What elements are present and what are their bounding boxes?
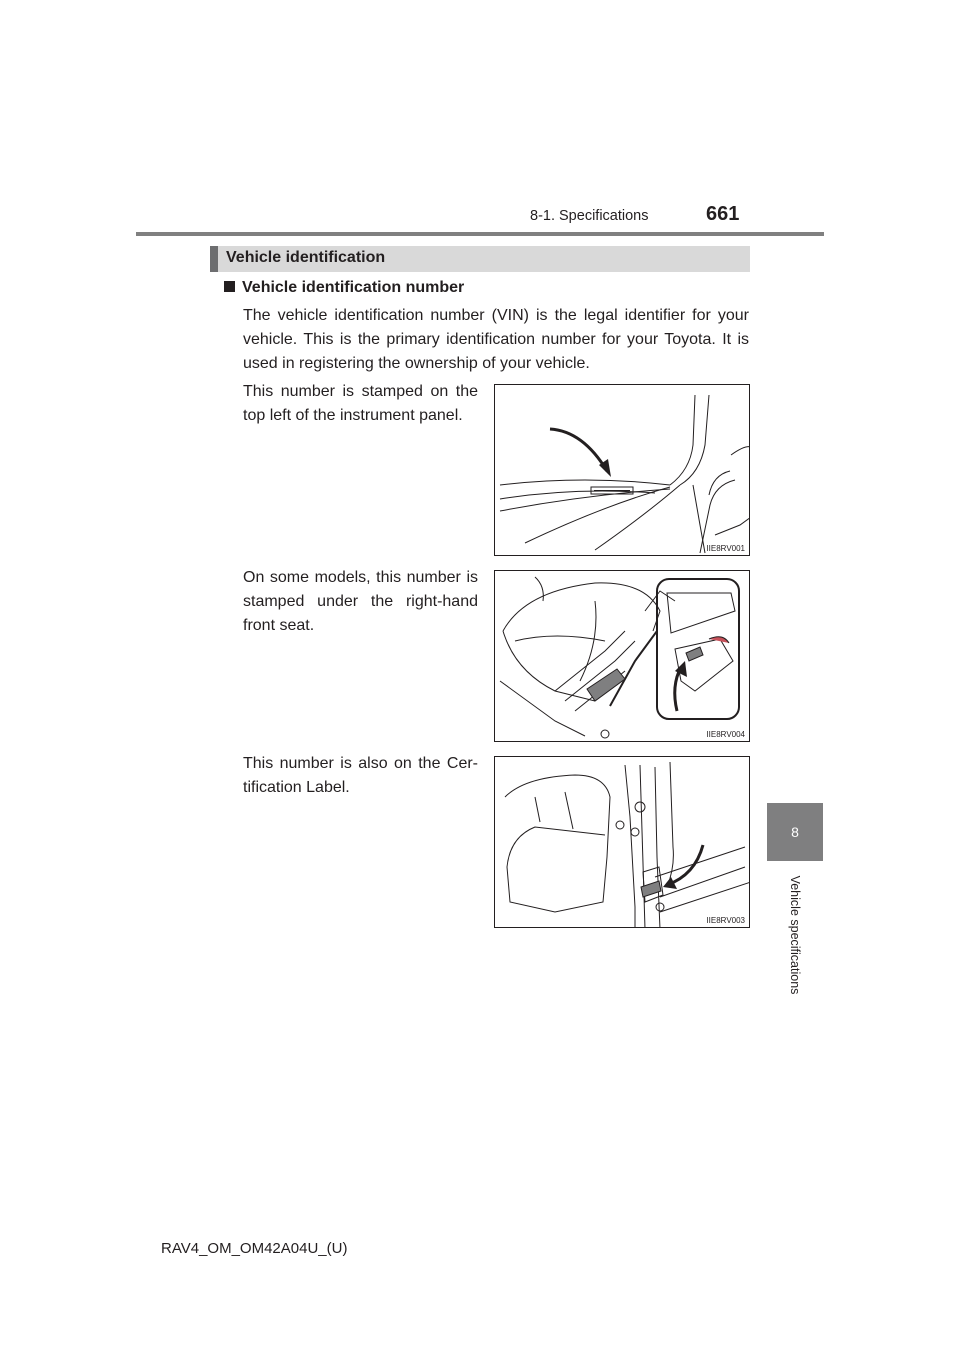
- figure-code-2: IIE8RV004: [706, 730, 745, 739]
- under-seat-vin-illustration-icon: [495, 571, 750, 742]
- section-title: Vehicle identification: [226, 249, 386, 266]
- figure-certification-label: [494, 756, 750, 928]
- door-pillar-certification-label-illustration-icon: [495, 757, 750, 928]
- chapter-tab-number: 8: [767, 803, 823, 861]
- figure-code-1: IIE8RV001: [706, 544, 745, 553]
- document-id-footer: RAV4_OM_OM42A04U_(U): [161, 1240, 348, 1257]
- figure-instrument-panel: [494, 384, 750, 556]
- figure-under-seat: [494, 570, 750, 742]
- page-number: 661: [706, 203, 740, 225]
- vin-description-paragraph: The vehicle identification number (VIN) is the legal identifier for your vehicle. This is the primary identification number for your Toyota. It is used in registering the ownership of your vehicle.: [243, 307, 749, 372]
- subheading: [224, 279, 464, 297]
- running-header-section: 8-1. Specifications: [530, 208, 649, 224]
- instrument-panel-vin-illustration-icon: [495, 385, 750, 556]
- chapter-tab-title: Vehicle specifications: [788, 875, 802, 995]
- figure-code-3: IIE8RV003: [706, 916, 745, 925]
- figure-caption-1: This number is stamped on the top left of the instrument panel.: [243, 383, 478, 424]
- section-title-bar: [210, 246, 750, 272]
- subheading-text: Vehicle identification number: [242, 279, 465, 296]
- header-rule: [136, 232, 824, 236]
- chapter-tab-label: [767, 861, 823, 1009]
- figure-caption-2: On some models, this number is stamped under the right-hand front seat.: [243, 569, 478, 634]
- square-bullet-icon: [224, 281, 235, 292]
- figure-caption-3: This number is also on the Cer-tification Label.: [243, 755, 478, 796]
